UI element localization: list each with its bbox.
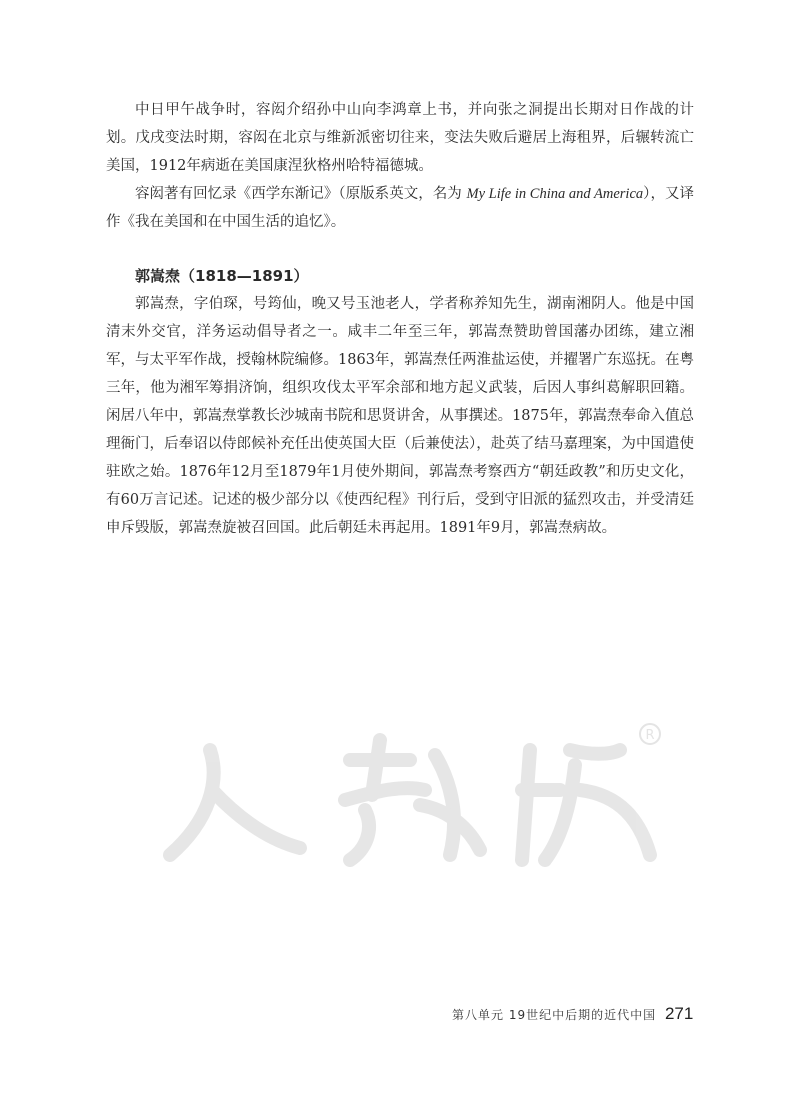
registered-mark [640,724,660,744]
rong-hong-paragraph-1: 中日甲午战争时，容闳介绍孙中山向李鸿章上书，并向张之洞提出长期对日作战的计划。戊戌变法时期，容闳在北京与维新派密切往来，变法失败后避居上海租界，后辗转流亡美国，1912年病逝在美国康涅狄格州哈特福德城。 [106,102,694,174]
memoir-text-start: 容闳著有回忆录《西学东渐记》（原版系英文，名为 [135,186,462,202]
rong-hong-paragraph-2 [106,180,694,236]
footer-unit-title: 19世纪中后期的近代中国 [508,1008,657,1022]
guo-songtao-name: 郭嵩焘 [135,267,181,285]
page-footer [452,1004,693,1024]
page-number: 271 [664,1004,694,1023]
guo-songtao-years: （1818—1891） [180,267,309,285]
page-content [106,96,694,542]
memoir-english-title: My Life in China and America [466,186,644,202]
footer-unit: 第八单元 [452,1008,505,1022]
guo-songtao-biography: 郭嵩焘，字伯琛，号筠仙，晚又号玉池老人，学者称养知先生，湖南湘阴人。他是中国清末外交官，洋务运动倡导者之一。咸丰二年至三年，郭嵩焘赞助曾国藩办团练，建立湘军，与太平军作战，授翰林院编修。1863年，郭嵩焘任两淮盐运使，并擢署广东巡抚。在粤三年，他为湘军筹捐济饷，组织攻伐太平军余部和地方起义武装，后因人事纠葛解职回籍。闲居八年中，郭嵩焘掌教长沙城南书院和思贤讲舍，从事撰述。1875年，郭嵩焘奉命入值总理衙门，后奉诏以侍郎候补充任出使英国大臣（后兼使法），赴英了结马嘉理案，为中国遣使驻欧之始。1876年12月至1879年1月使外期间，郭嵩焘考察西方“朝廷政教”和历史文化，有60万言记述。记述的极少部分以《使西纪程》刊行后，受到守旧派的猛烈攻击，并受清廷申斥毁版，郭嵩焘旋被召回国。此后朝廷未再起用。1891年9月，郭嵩焘病故。 [106,296,694,536]
svg-text:R: R [645,728,655,743]
memoir-text-end: ），又译作《我在美国和在中国生活的追忆》。 [106,186,695,230]
guo-songtao-heading [106,262,694,290]
publisher-watermark-logo [150,720,670,870]
